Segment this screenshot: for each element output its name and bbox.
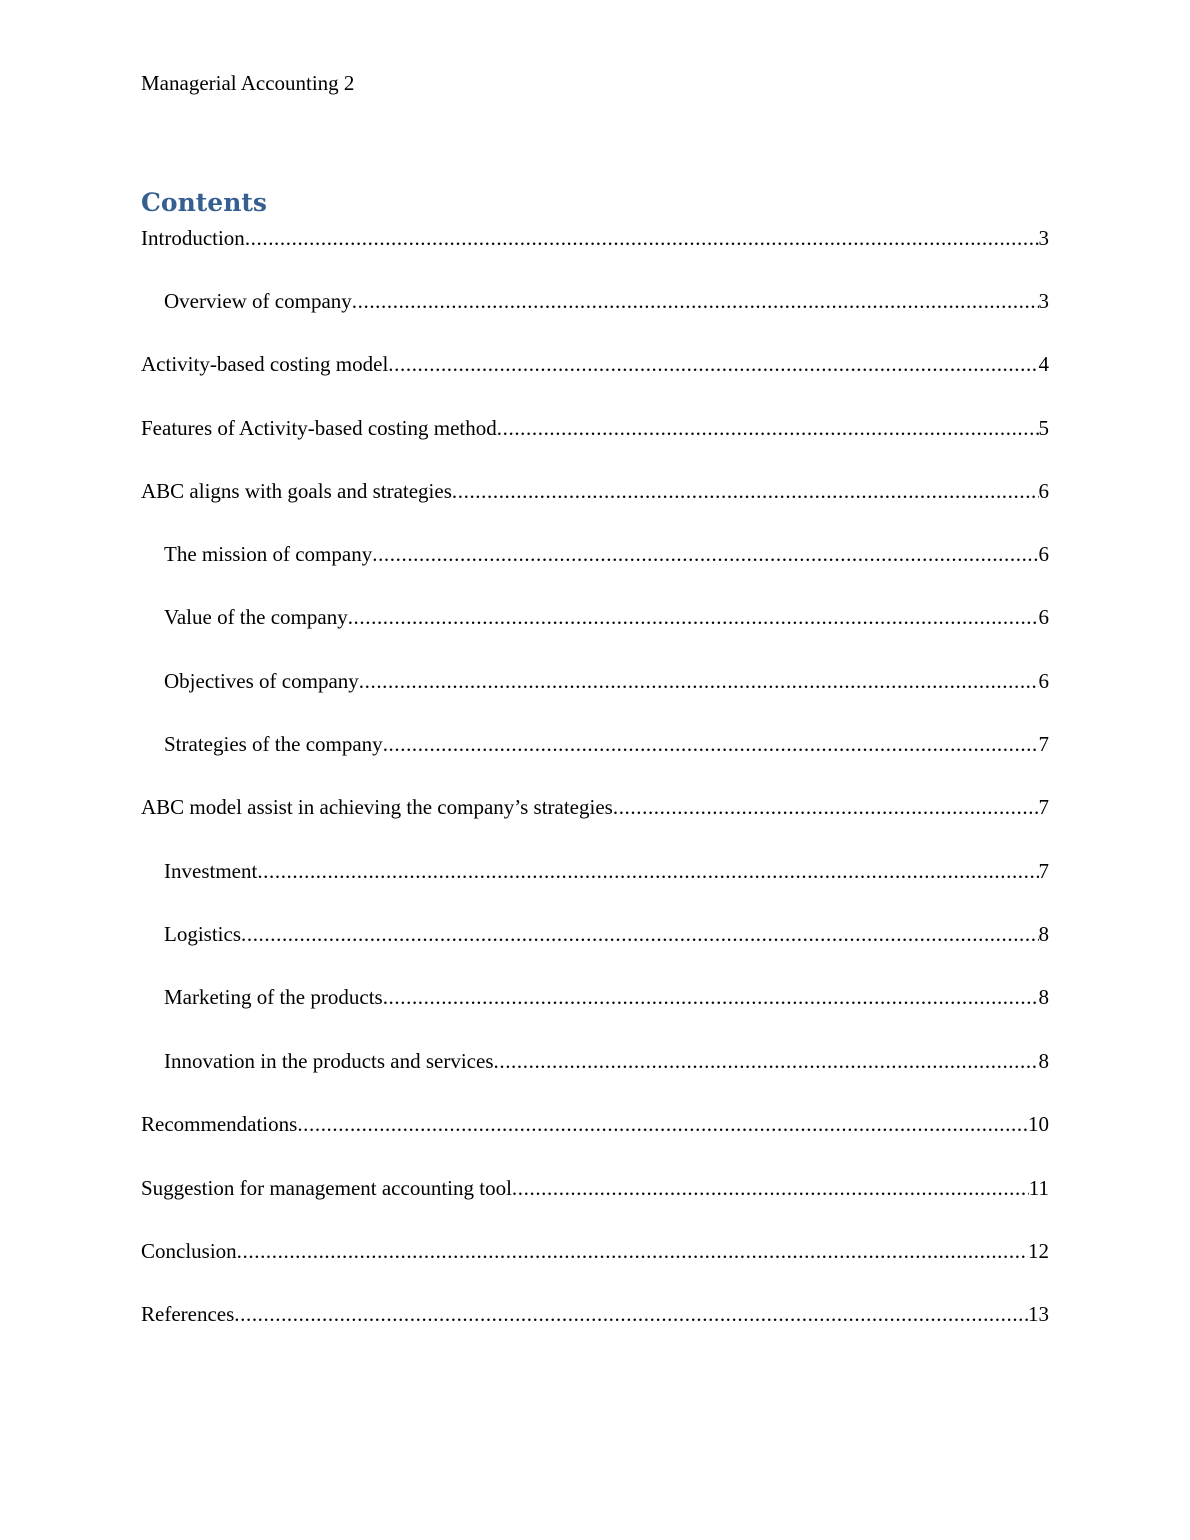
toc-dot-leader xyxy=(372,540,1038,568)
toc-entry-text: ABC model assist in achieving the company’s strategies xyxy=(141,795,613,819)
toc-dot-leader xyxy=(383,983,1039,1011)
toc-entry-text: Marketing of the products xyxy=(164,985,383,1009)
toc-page-number: 6 xyxy=(1038,669,1049,693)
toc-page-number: 7 xyxy=(1038,795,1049,819)
toc-entry-text: The mission of company xyxy=(164,542,373,566)
toc-entry-text: Recommendations xyxy=(141,1112,298,1136)
toc-page-number: 6 xyxy=(1038,479,1049,503)
toc-page-number: 8 xyxy=(1038,1049,1049,1073)
toc-entry-conclusion[interactable] xyxy=(141,1237,1049,1265)
running-header: Managerial Accounting 2 xyxy=(141,71,355,95)
toc-dot-leader xyxy=(388,350,1038,378)
toc-entry-features-of-abc-method[interactable] xyxy=(141,414,1049,442)
toc-entry-text: References xyxy=(141,1302,235,1326)
toc-entry-text: Strategies of the company xyxy=(164,732,383,756)
toc-entry-text: Logistics xyxy=(164,922,241,946)
toc-dot-leader xyxy=(452,477,1039,505)
toc-dot-leader xyxy=(497,414,1039,442)
toc-entry-text: Overview of company xyxy=(164,289,352,313)
toc-dot-leader xyxy=(352,287,1039,315)
toc-page-number: 8 xyxy=(1038,985,1049,1009)
toc-entry-text: ABC aligns with goals and strategies xyxy=(141,479,452,503)
toc-entry-value-of-the-company[interactable] xyxy=(164,603,1049,631)
toc-entry-overview-of-company[interactable] xyxy=(164,287,1049,315)
toc-entry-objectives-of-company[interactable] xyxy=(164,667,1049,695)
toc-page-number: 12 xyxy=(1028,1239,1049,1263)
toc-entry-text: Innovation in the products and services xyxy=(164,1049,494,1073)
toc-entry-introduction[interactable] xyxy=(141,224,1049,252)
toc-entry-abc-aligns-with-goals[interactable] xyxy=(141,477,1049,505)
toc-dot-leader xyxy=(359,667,1039,695)
toc-title: Contents xyxy=(141,188,268,217)
toc-entry-logistics[interactable] xyxy=(164,920,1049,948)
toc-page-number: 6 xyxy=(1038,605,1049,629)
toc-entry-text: Introduction xyxy=(141,226,245,250)
toc-entry-references[interactable] xyxy=(141,1300,1049,1328)
toc-entry-text: Conclusion xyxy=(141,1239,237,1263)
toc-entry-mission-of-company[interactable] xyxy=(164,540,1049,568)
toc-page-number: 10 xyxy=(1028,1112,1049,1136)
toc-dot-leader xyxy=(383,730,1039,758)
toc-dot-leader xyxy=(237,1237,1028,1265)
toc-entry-recommendations[interactable] xyxy=(141,1110,1049,1138)
toc-page-number: 4 xyxy=(1038,352,1049,376)
toc-page-number: 6 xyxy=(1038,542,1049,566)
toc-entry-text: Investment xyxy=(164,859,258,883)
toc-dot-leader xyxy=(512,1174,1029,1202)
toc-entry-text: Activity-based costing model xyxy=(141,352,389,376)
toc-page-number: 13 xyxy=(1028,1302,1049,1326)
toc-entry-text: Value of the company xyxy=(164,605,348,629)
toc-dot-leader xyxy=(494,1047,1039,1075)
toc-page-number: 7 xyxy=(1038,732,1049,756)
toc-entry-suggestion-for-tool[interactable] xyxy=(141,1174,1049,1202)
toc-dot-leader xyxy=(234,1300,1028,1328)
toc-entry-text: Features of Activity-based costing method xyxy=(141,416,497,440)
toc-entry-investment[interactable] xyxy=(164,857,1049,885)
toc-entry-strategies-of-the-company[interactable] xyxy=(164,730,1049,758)
toc-dot-leader xyxy=(257,857,1038,885)
toc-page-number: 8 xyxy=(1038,922,1049,946)
toc-page-number: 3 xyxy=(1038,289,1049,313)
toc-entry-text: Suggestion for management accounting tool xyxy=(141,1176,512,1200)
toc-dot-leader xyxy=(241,920,1039,948)
toc-dot-leader xyxy=(297,1110,1028,1138)
toc-entry-marketing-of-the-products[interactable] xyxy=(164,983,1049,1011)
toc-page-number: 3 xyxy=(1038,226,1049,250)
toc-page-number: 5 xyxy=(1038,416,1049,440)
toc-entry-innovation[interactable] xyxy=(164,1047,1049,1075)
toc-entry-text: Objectives of company xyxy=(164,669,359,693)
toc-entry-abc-model-assist[interactable] xyxy=(141,793,1049,821)
toc-dot-leader xyxy=(348,603,1039,631)
toc-page-number: 7 xyxy=(1038,859,1049,883)
toc-dot-leader xyxy=(245,224,1039,252)
toc-entry-activity-based-costing-model[interactable] xyxy=(141,350,1049,378)
toc-page-number: 11 xyxy=(1028,1176,1049,1200)
toc-dot-leader xyxy=(613,793,1039,821)
